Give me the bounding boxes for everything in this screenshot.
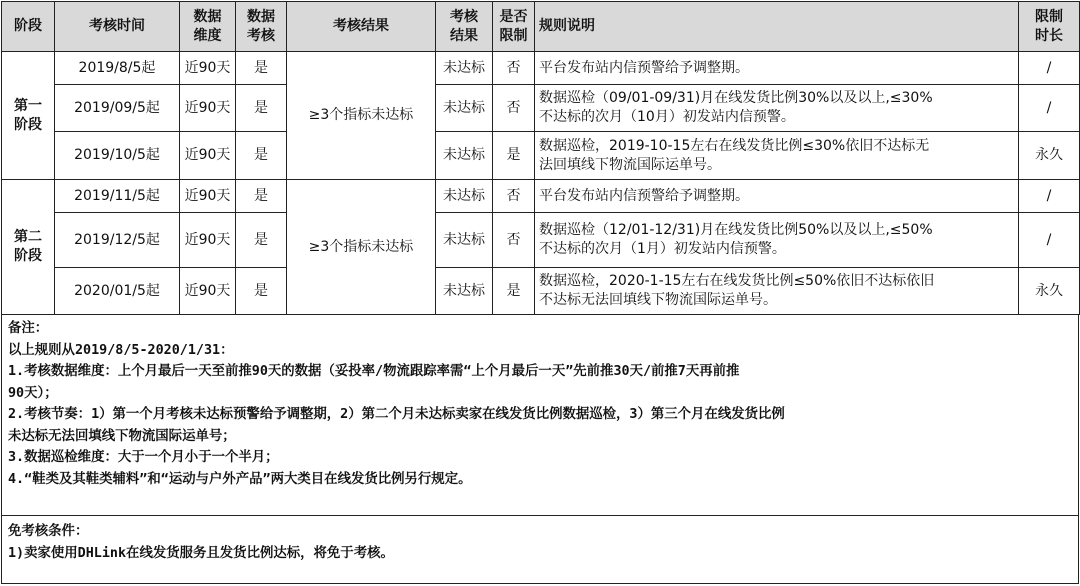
rule-cell: 数据巡检（12/01-12/31)月在线发货比例50%以及以上,≤50% 不达标的次月（1月）初发站内信预警。 <box>535 213 1019 268</box>
stage-result-cell: ≥3个指标未达标 <box>287 52 436 180</box>
notes-section <box>1 315 1079 516</box>
table-row <box>2 268 1080 315</box>
limit-cell: 否 <box>493 85 535 132</box>
rules-table <box>1 1 1080 315</box>
duration-cell: 永久 <box>1019 268 1080 315</box>
header-duration: 限制 时长 <box>1019 2 1080 52</box>
page <box>1 1 1079 584</box>
result-cell: 未达标 <box>436 268 493 315</box>
table-row <box>2 85 1080 132</box>
result-cell: 未达标 <box>436 180 493 213</box>
result-cell: 未达标 <box>436 213 493 268</box>
dim-cell: 近90天 <box>180 132 236 180</box>
dim-cell: 近90天 <box>180 180 236 213</box>
header-time: 考核时间 <box>55 2 180 52</box>
dim-cell: 近90天 <box>180 268 236 315</box>
exempt-section <box>1 516 1079 584</box>
exempt-line: 1)卖家使用DHLink在线发货服务且发货比例达标，将免于考核。 <box>8 546 394 561</box>
stage-cell: 第二 阶段 <box>2 180 55 315</box>
header-assess: 数据 考核 <box>236 2 287 52</box>
rule-cell: 数据巡检，2019-10-15左右在线发货比例≤30%依旧不达标无 法回填线下物流国际运单号。 <box>535 132 1019 180</box>
notes-line: 1.考核数据维度：上个月最后一天至前推90天的数据（妥投率/物流跟踪率需“上个月最后一天”先前推30天/前推7天再前推 <box>8 364 740 379</box>
notes-title: 备注： <box>8 321 49 336</box>
table-row <box>2 52 1080 85</box>
notes-line: 90天）； <box>8 385 58 401</box>
time-cell: 2019/11/5起 <box>55 180 180 213</box>
assess-cell: 是 <box>236 52 287 85</box>
header-row <box>2 2 1080 52</box>
result-cell: 未达标 <box>436 85 493 132</box>
limit-cell: 否 <box>493 52 535 85</box>
duration-cell: / <box>1019 85 1080 132</box>
rule-cell: 数据巡检，2020-1-15左右在线发货比例≤50%依旧不达标依旧 不达标无法回填线下物流国际运单号。 <box>535 268 1019 315</box>
table-row <box>2 132 1080 180</box>
header-rule: 规则说明 <box>535 2 1019 52</box>
dim-cell: 近90天 <box>180 213 236 268</box>
time-cell: 2019/12/5起 <box>55 213 180 268</box>
header-stage: 阶段 <box>2 2 55 52</box>
limit-cell: 否 <box>493 213 535 268</box>
time-cell: 2019/09/5起 <box>55 85 180 132</box>
result-cell: 未达标 <box>436 52 493 85</box>
duration-cell: 永久 <box>1019 132 1080 180</box>
time-cell: 2019/10/5起 <box>55 132 180 180</box>
stage-cell: 第一 阶段 <box>2 52 55 180</box>
assess-cell: 是 <box>236 180 287 213</box>
rule-cell: 平台发布站内信预警给予调整期。 <box>535 52 1019 85</box>
stage-result-cell: ≥3个指标未达标 <box>287 180 436 315</box>
limit-cell: 是 <box>493 132 535 180</box>
header-result2: 考核 结果 <box>436 2 493 52</box>
limit-cell: 是 <box>493 268 535 315</box>
dim-cell: 近90天 <box>180 85 236 132</box>
rule-cell: 平台发布站内信预警给予调整期。 <box>535 180 1019 213</box>
table-row <box>2 213 1080 268</box>
notes-line: 4.“鞋类及其鞋类辅料”和“运动与户外产品”两大类目在线发货比例另行规定。 <box>8 471 472 487</box>
notes-line: 以上规则从2019/8/5-2020/1/31： <box>8 342 234 358</box>
time-cell: 2020/01/5起 <box>55 268 180 315</box>
limit-cell: 否 <box>493 180 535 213</box>
notes-line: 2.考核节奏：1）第一个月考核未达标预警给予调整期，2）第二个月未达标卖家在线发货比例数据巡检，3）第三个月在线发货比例 <box>8 407 785 422</box>
assess-cell: 是 <box>236 85 287 132</box>
result-cell: 未达标 <box>436 132 493 180</box>
assess-cell: 是 <box>236 213 287 268</box>
duration-cell: / <box>1019 180 1080 213</box>
header-result: 考核结果 <box>287 2 436 52</box>
duration-cell: / <box>1019 213 1080 268</box>
header-limit: 是否 限制 <box>493 2 535 52</box>
notes-line: 3.数据巡检维度：大于一个月小于一个半月； <box>8 450 279 465</box>
table-row <box>2 180 1080 213</box>
duration-cell: / <box>1019 52 1080 85</box>
header-dim: 数据 维度 <box>180 2 236 52</box>
notes-line: 未达标无法回填线下物流国际运单号； <box>8 428 236 444</box>
time-cell: 2019/8/5起 <box>55 52 180 85</box>
dim-cell: 近90天 <box>180 52 236 85</box>
exempt-title: 免考核条件： <box>8 524 89 539</box>
assess-cell: 是 <box>236 268 287 315</box>
rule-cell: 数据巡检（09/01-09/31)月在线发货比例30%以及以上,≤30% 不达标的次月（10月）初发站内信预警。 <box>535 85 1019 132</box>
assess-cell: 是 <box>236 132 287 180</box>
